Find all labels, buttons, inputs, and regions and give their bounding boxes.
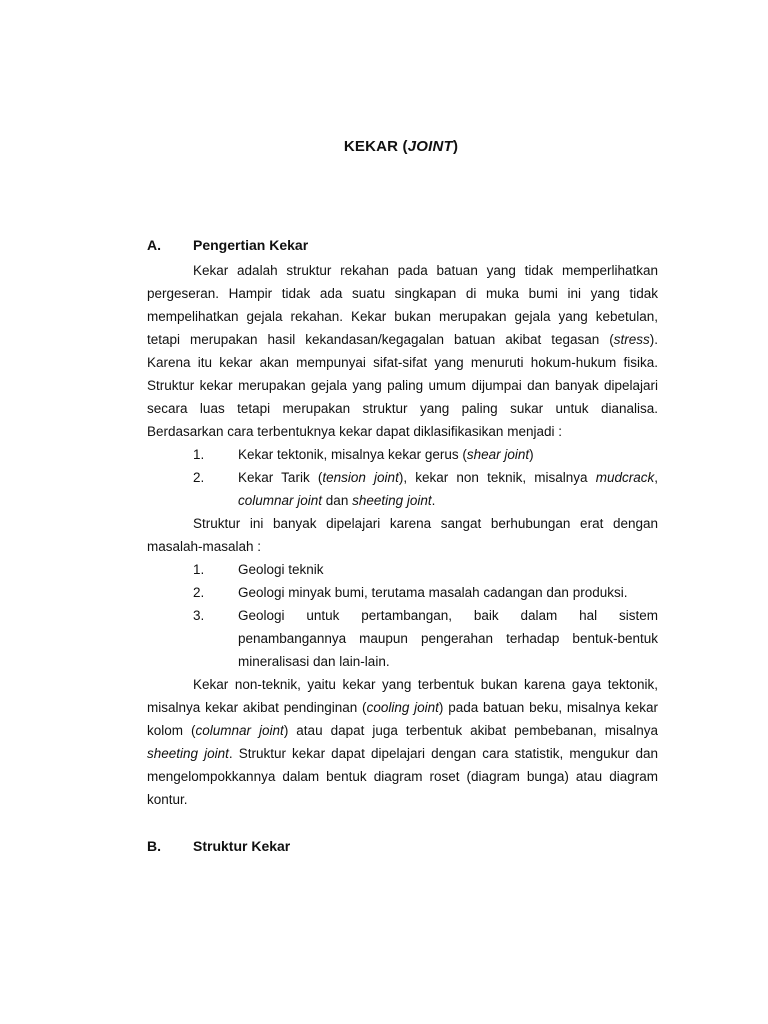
title-suffix: ) [452,138,459,155]
paragraph-3-text-2: ) pada batuan beku, misalnya kekar kolom ( [147,700,659,738]
paragraph-3-text-3: ) atau dapat juga terbentuk akibat pembebanan, misalnya [283,723,659,738]
paragraph-3-italic-1: cooling joint [366,700,439,715]
paragraph-2: Struktur ini banyak dipelajari karena sangat berhubungan erat dengan masalah-masalah : [147,516,658,554]
list-item-text: dan [322,493,353,508]
list-item [147,466,658,512]
section-b-heading [147,838,290,854]
page-title [0,138,768,155]
list-item-number: 3. [193,608,205,623]
paragraph-3 [147,673,658,811]
paragraph-1-italic-1: stress [613,332,650,347]
list-item [147,558,658,581]
paragraph-1 [147,259,658,443]
title-italic: JOINT [407,138,453,155]
list-item-text: Kekar tektonik, misalnya kekar gerus ( [238,447,467,462]
paragraph-3-text-4: . Struktur kekar dapat dipelajari dengan cara statistik, mengukur dan mengelompokkannya dalam bentuk diagram roset (diagram bunga) atau diagram kontur. [147,746,658,807]
section-b-title: Struktur Kekar [193,838,291,854]
list-item-number: 2. [193,585,205,600]
paragraph-1-text-1: Kekar adalah struktur rekahan pada batuan yang tidak memperlihatkan pergeseran. Hampir tidak ada suatu singkapan di muka bumi ini yang tidak mempelihatkan gejala rekahan. Kekar bukan merupakan gejala yang kebetulan, tetapi merupakan hasil kekandasan/kegagalan batuan akibat tegasan ( [147,263,658,347]
list-item-italic: columnar joint [238,493,323,508]
paragraph-3-italic-2: columnar joint [195,723,284,738]
list-item-italic: sheeting joint [352,493,432,508]
section-a-heading [147,237,308,253]
list-item-text: Geologi minyak bumi, terutama masalah cadangan dan produksi. [238,585,628,600]
list-item-text: ) [529,447,534,462]
list-item-text: , [654,470,658,485]
list-item-text: . [431,493,436,508]
section-a-letter: A. [147,237,161,253]
section-a-title: Pengertian Kekar [193,237,309,253]
paragraph-3-text-1: Kekar non-teknik, yaitu kekar yang terbentuk bukan karena gaya tektonik, misalnya kekar akibat pendinginan ( [147,677,658,715]
list-item [147,604,658,673]
list-item-number: 2. [193,470,205,485]
list-item-text: Geologi untuk pertambangan, baik dalam hal sistem penambangannya maupun pengerahan terhadap bentuk-bentuk mineralisasi dan lain-lain. [238,608,658,669]
section-a-body [147,259,658,811]
list-item [147,443,658,466]
list-item-number: 1. [193,562,205,577]
list-item-number: 1. [193,447,205,462]
joint-type-list [147,443,658,512]
list-item-italic: tension joint [322,470,399,485]
list-item-text: ), kekar non teknik, misalnya [398,470,596,485]
title-prefix: KEKAR ( [343,138,408,155]
list-item-italic: shear joint [466,447,530,462]
paragraph-3-italic-3: sheeting joint [147,746,229,761]
list-item-text: Geologi teknik [238,562,324,577]
section-b-letter: B. [147,838,161,854]
list-item-italic: mudcrack [595,470,655,485]
list-item [147,581,658,604]
list-item-text: Kekar Tarik ( [238,470,323,485]
paragraph-1-text-2: ). Karena itu kekar akan mempunyai sifat-sifat yang menuruti hokum-hukum fisika. Struktur kekar merupakan gejala yang paling umum dijumpai dan banyak dipelajari secara luas tetapi merupakan struktur yang paling sukar untuk dianalisa. Berdasarkan cara terbentuknya kekar dapat diklasifikasikan menjadi : [147,332,658,439]
problem-list [147,558,658,673]
